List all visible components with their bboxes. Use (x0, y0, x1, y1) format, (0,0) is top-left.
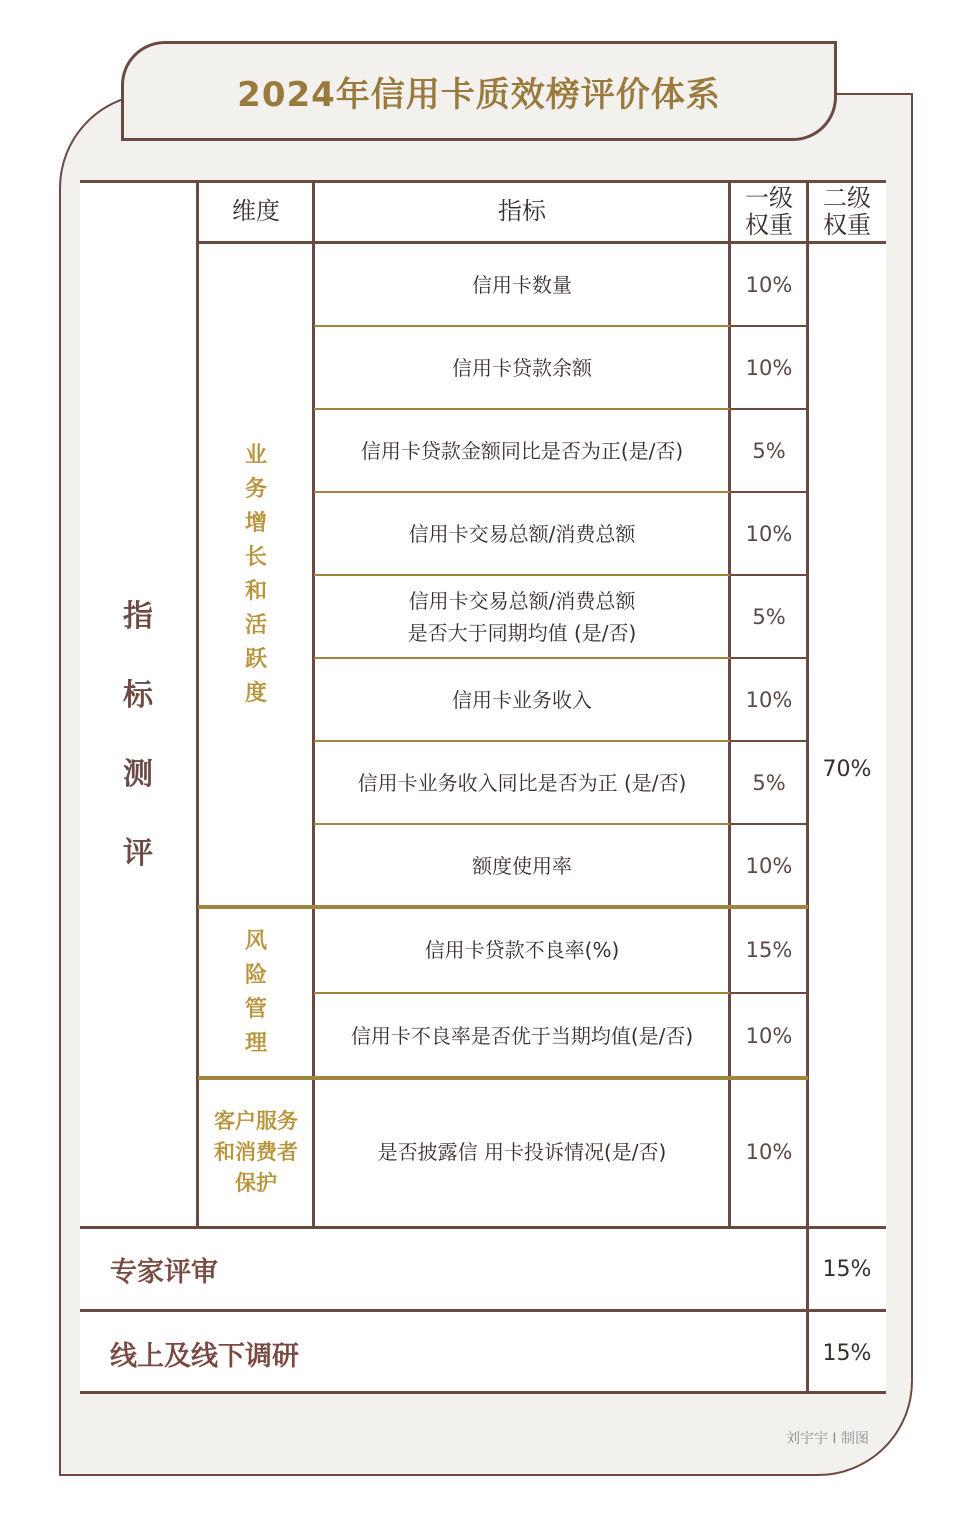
header-dimension: 维度 (232, 197, 280, 225)
header-indicator: 指标 (498, 197, 546, 225)
dimension-growth: 业务增长和活跃度 (244, 443, 267, 706)
divider (80, 1226, 886, 1229)
divider (80, 1309, 886, 1312)
divider (728, 180, 731, 1226)
credit: 刘宇宇 I 制图 (785, 1431, 869, 1447)
divider (731, 325, 806, 327)
dimension-service: 客户服务和消费者保护 (214, 1108, 298, 1195)
indicator-cell: 是否披露信 用卡投诉情况(是/否) (377, 1140, 667, 1164)
weight-cell: 5% (752, 770, 786, 795)
header-weight1: 一级权重 (745, 183, 793, 239)
divider (731, 657, 806, 659)
divider (731, 992, 806, 994)
weight-cell: 5% (752, 438, 786, 463)
header-weight2: 二级权重 (823, 183, 871, 239)
page-title: 2024年信用卡质效榜评价体系 (237, 74, 721, 115)
indicator-cell: 信用卡交易总额/消费总额 (408, 521, 636, 546)
divider (196, 180, 199, 1226)
divider (806, 180, 809, 1394)
divider (80, 1391, 886, 1394)
dimension-cell (198, 907, 314, 1078)
indicator-cell: 信用卡数量 (472, 272, 572, 297)
divider (314, 491, 730, 493)
dimension-cell (198, 1078, 314, 1226)
divider (314, 740, 730, 742)
divider (198, 241, 886, 244)
section-label-cell (80, 243, 196, 1226)
indicator-cell: 信用卡贷款不良率(%) (424, 938, 620, 962)
survey-label: 线上及线下调研 (110, 1340, 299, 1372)
expert-review-weight: 15% (822, 1256, 872, 1282)
dimension-cell (198, 243, 314, 907)
divider (731, 823, 806, 825)
indicator-cell: 信用卡不良率是否优于当期均值(是/否) (350, 1023, 694, 1048)
weight-cell: 15% (745, 938, 793, 962)
divider (314, 657, 730, 659)
divider (731, 408, 806, 410)
indicator-cell: 信用卡贷款余额 (452, 355, 592, 380)
level2-weight: 70% (822, 757, 872, 782)
survey-weight: 15% (822, 1340, 872, 1366)
divider (312, 180, 315, 1226)
evaluation-table (80, 180, 886, 1394)
divider (80, 180, 886, 183)
weight-cell: 10% (745, 355, 793, 380)
expert-review-label: 专家评审 (110, 1256, 218, 1288)
indicator-cell: 信用卡贷款金额同比是否为正(是/否) (360, 438, 684, 463)
divider (198, 905, 808, 909)
weight-cell: 10% (745, 521, 793, 546)
title-tab (121, 41, 837, 141)
dimension-risk: 风险管理 (244, 928, 267, 1056)
divider (198, 1076, 808, 1080)
indicator-cell: 信用卡交易总额/消费总额 是否大于同期均值 (是/否) (407, 588, 637, 645)
indicator-cell: 额度使用率 (472, 853, 572, 878)
divider (314, 408, 730, 410)
indicator-cell: 信用卡业务收入 (452, 687, 592, 712)
divider (314, 992, 730, 994)
weight-cell: 5% (752, 604, 786, 629)
divider (731, 740, 806, 742)
divider (731, 574, 806, 576)
divider (314, 325, 730, 327)
divider (731, 491, 806, 493)
weight-cell: 10% (745, 853, 793, 878)
weight-cell: 10% (745, 1023, 793, 1048)
weight-cell: 10% (745, 1140, 793, 1164)
weight-cell: 10% (745, 687, 793, 712)
divider (314, 823, 730, 825)
indicator-cell: 信用卡业务收入同比是否为正 (是/否) (357, 770, 687, 795)
divider (314, 574, 730, 576)
section-label: 指标测评 (123, 598, 153, 871)
weight-cell: 10% (745, 272, 793, 297)
